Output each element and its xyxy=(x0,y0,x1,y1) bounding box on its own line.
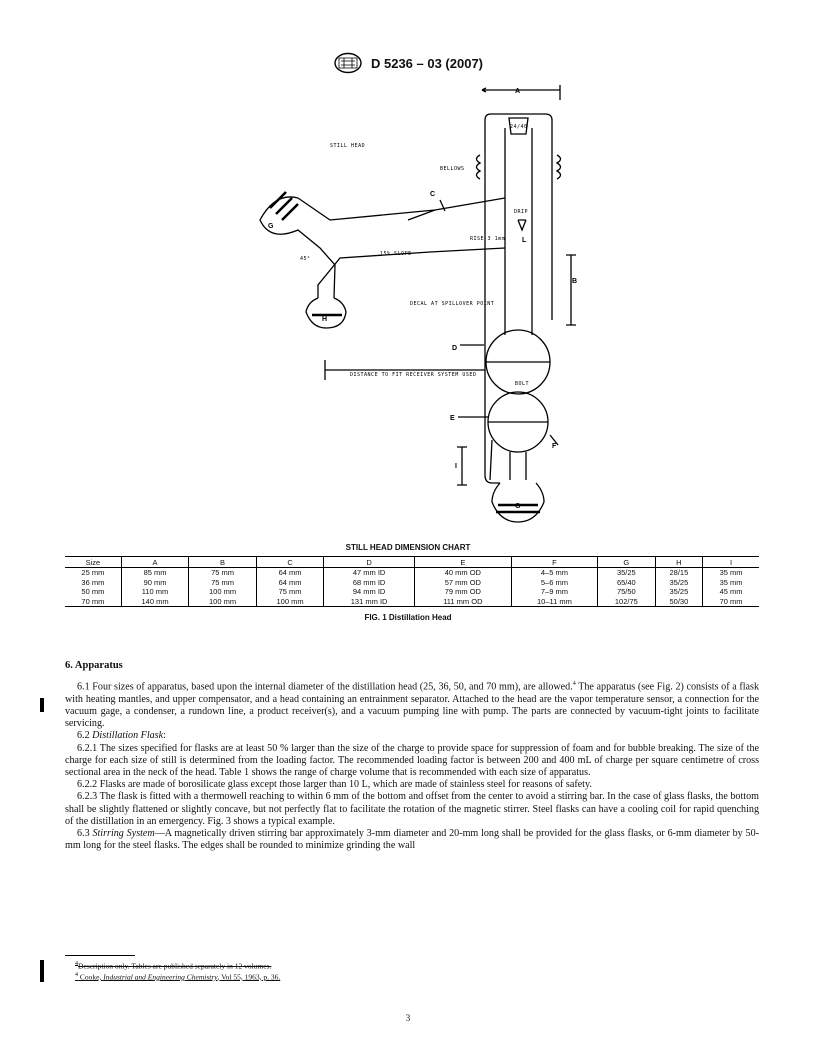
table-cell: 28/15 xyxy=(655,568,703,578)
table-cell: 35/25 xyxy=(655,578,703,588)
note-decal: DECAL AT SPILLOVER POINT xyxy=(410,301,495,307)
table-cell: 111 mm OD xyxy=(414,597,511,607)
table-row xyxy=(65,597,759,607)
table-header-cell: F xyxy=(511,557,597,568)
table-header-cell: G xyxy=(598,557,656,568)
paragraph-6-3 xyxy=(65,828,759,852)
note-angle: 45° xyxy=(300,256,311,262)
table-header-cell: I xyxy=(703,557,759,568)
dimension-chart-title: STILL HEAD DIMENSION CHART xyxy=(345,543,471,552)
distillation-head-diagram xyxy=(230,80,590,540)
label-f: F xyxy=(552,443,557,450)
distillation-head-figure xyxy=(230,80,590,540)
table-header-cell: B xyxy=(189,557,257,568)
table-cell: 79 mm OD xyxy=(414,587,511,597)
table-header-row xyxy=(65,557,759,568)
table-cell: 75 mm xyxy=(256,587,324,597)
paragraph-6-3-number: 6.3 xyxy=(77,828,93,839)
table-cell: 100 mm xyxy=(189,587,257,597)
label-a: A xyxy=(515,88,521,95)
table-cell: 35 mm xyxy=(703,568,759,578)
note-distance: DISTANCE TO FIT RECEIVER SYSTEM USED xyxy=(350,372,477,378)
label-b: B xyxy=(572,278,578,285)
label-l: L xyxy=(522,237,527,244)
document-designation: D 5236 – 03 (2007) xyxy=(370,55,484,71)
label-d: D xyxy=(452,345,458,352)
table-cell: 68 mm ID xyxy=(324,578,415,588)
footnote-ref[interactable]: 4 xyxy=(572,681,576,688)
label-c: C xyxy=(430,191,436,198)
footnote-change-bar xyxy=(40,960,44,982)
table-cell: 100 mm xyxy=(189,597,257,607)
table-cell: 75/50 xyxy=(598,587,656,597)
label-e: E xyxy=(450,415,455,422)
note-bellows: BELLOWS xyxy=(440,166,465,172)
table-cell: 94 mm ID xyxy=(324,587,415,597)
paragraph-6-2-3: 6.2.3 The flask is fitted with a thermowell reaching to within 6 mm of the bottom and offset from the center to avoid a stirring bar. In the case of glass flasks, the bottom shall be slightly flattened or slightly concave, but not perfectly flat to facilitate the rotation of the magnetic stirrer. Steel flasks can have a cooling coil for rapid quenching of the distillation in an emergency. Fig. 3 shows a typical example. xyxy=(65,791,759,827)
table-cell: 65/40 xyxy=(598,578,656,588)
footnote-journal: Industrial and Engineering Chemistry xyxy=(103,972,218,981)
note-slope: 15% SLOPE xyxy=(380,251,412,257)
footnote-text: Description only. Tables are published separately in 12 volumes. xyxy=(78,961,272,971)
table-cell: 102/75 xyxy=(598,597,656,607)
label-i: I xyxy=(455,463,457,470)
paragraph-6-1 xyxy=(65,678,759,730)
section-heading: 6. Apparatus xyxy=(65,660,123,671)
table-cell: 70 mm xyxy=(703,597,759,607)
table-cell: 50 mm xyxy=(81,587,105,597)
table-cell: 36 mm xyxy=(81,577,105,587)
note-bolt: BOLT xyxy=(515,381,530,387)
footnote-author: Cooke, xyxy=(78,972,104,981)
table-cell: 10–11 mm xyxy=(511,597,597,607)
footnote-citation: , Vol 55, 1963, p. 36. xyxy=(217,972,281,981)
table-cell: 50/30 xyxy=(655,597,703,607)
paragraph-6-2-colon: : xyxy=(163,730,166,742)
note-drip: DRIP xyxy=(514,209,529,215)
page-number: 3 xyxy=(405,1013,411,1023)
table-header-cell: D xyxy=(324,557,415,568)
label-g-bottom: G xyxy=(515,503,521,510)
page-header xyxy=(0,52,816,74)
table-cell: 110 mm xyxy=(121,587,189,597)
table-cell: 64 mm xyxy=(256,578,324,588)
footnote-mark: 4 xyxy=(75,971,78,978)
table-cell: 35/25 xyxy=(598,568,656,578)
footnote-added xyxy=(65,971,759,982)
table-row xyxy=(65,568,759,578)
table-cell: 57 mm OD xyxy=(414,578,511,588)
table-cell: 131 mm ID xyxy=(324,597,415,607)
table-header-cell: E xyxy=(414,557,511,568)
table-header-cell: H xyxy=(655,557,703,568)
footnote-deleted xyxy=(65,960,759,971)
table-cell: 140 mm xyxy=(121,597,189,607)
table-cell: 5–6 mm xyxy=(511,578,597,588)
table-cell: 100 mm xyxy=(256,597,324,607)
table-cell: 70 mm xyxy=(65,597,121,607)
note-joint: 24/40 xyxy=(510,124,528,130)
note-rise: RISE 3 1mm xyxy=(470,236,506,242)
figure-caption: FIG. 1 Distillation Head xyxy=(364,613,452,622)
table-row xyxy=(65,587,759,597)
table-cell: 90 mm xyxy=(121,578,189,588)
section-apparatus xyxy=(65,660,759,852)
change-bar xyxy=(40,698,44,712)
table-row xyxy=(65,578,759,588)
table-cell: 25 mm xyxy=(81,568,105,578)
paragraph-6-2-2: 6.2.2 Flasks are made of borosilicate glass except those larger than 10 L, which are made of stainless steel for reasons of safety. xyxy=(77,779,592,791)
table-cell: 45 mm xyxy=(703,587,759,597)
paragraph-6-2-number: 6.2 xyxy=(77,730,93,742)
table-cell: 4–5 mm xyxy=(511,568,597,578)
paragraph-6-1-continued: The apparatus (see Fig. 2) consists of a flask with heating mantles, and upper compensator, and a head containing an entrainment separator. Attached to the head are the vapor temperature sensor, a connection for the vacuum gage, a condenser, a rundown line, a product receiver(s), and a vacuum pumping line with pump. The parts are connected by vacuum-tight joints to facilitate servicing. xyxy=(65,681,759,730)
table-cell: 40 mm OD xyxy=(414,568,511,578)
label-h: H xyxy=(322,316,328,323)
paragraph-6-1-text: 6.1 Four sizes of apparatus, based upon the internal diameter of the distillation head (25, 36, 50, and 70 mm), are allowed. xyxy=(77,681,573,693)
table-header-cell: A xyxy=(121,557,189,568)
label-g-top: G xyxy=(268,223,274,230)
astm-logo-icon xyxy=(333,52,363,74)
table-cell: 64 mm xyxy=(256,568,324,578)
paragraph-6-2-1: 6.2.1 The sizes specified for flasks are at least 50 % larger than the size of the charge to provide space for suppression of foam and for bubble breaking. The size of the charge for each size of still is determined from the loading factor. The recommended loading factor is between 200 and 400 mL of charge per square centimetre of cross sectional area in the neck of the head. Table 1 shows the range of charge volume that is recommended with each size of apparatus. xyxy=(65,742,759,778)
table-cell: 75 mm xyxy=(189,578,257,588)
table-cell: 7–9 mm xyxy=(511,587,597,597)
footnote-divider xyxy=(65,955,135,956)
paragraph-6-3-text: —A magnetically driven stirring bar approximately 3-mm diameter and 20-mm long shall be provided for the glass flasks, or 6-mm diameter by 50-mm long for the steel flasks. The edges shall be rounded to minimize grinding the wall xyxy=(65,828,759,852)
paragraph-6-2 xyxy=(65,730,759,742)
note-still-head: STILL HEAD xyxy=(330,143,366,149)
table-cell: 35 mm xyxy=(703,578,759,588)
table-cell: 75 mm xyxy=(189,568,257,578)
footnote-mark: 4 xyxy=(75,961,78,967)
footnotes xyxy=(65,960,759,981)
table-header-cell: C xyxy=(256,557,324,568)
paragraph-6-3-title: Stirring System xyxy=(92,828,155,839)
table-header-cell: Size xyxy=(65,557,121,568)
table-cell: 47 mm ID xyxy=(324,568,415,578)
dimension-table xyxy=(65,556,759,607)
table-cell: 85 mm xyxy=(121,568,189,578)
table-cell: 35/25 xyxy=(655,587,703,597)
paragraph-6-2-title: Distillation Flask xyxy=(92,730,164,742)
